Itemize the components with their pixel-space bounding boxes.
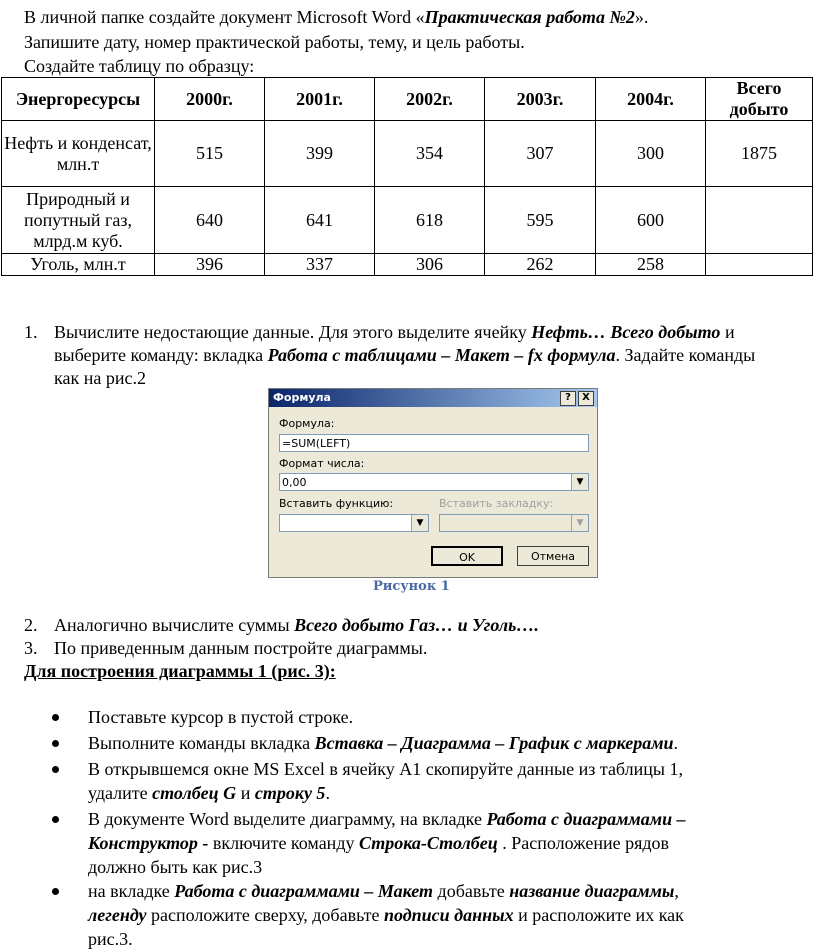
chevron-down-icon: ▼: [571, 515, 588, 531]
intro-text-end: ».: [634, 7, 649, 27]
step-number: 2.: [24, 615, 38, 635]
table-cell: 307: [485, 121, 596, 187]
intro-text: В личной папке создайте документ Microsoft Word «: [24, 7, 425, 27]
table-cell: [706, 254, 813, 276]
emphasis: Работа с диаграммами –: [486, 809, 686, 829]
chevron-down-icon[interactable]: ▼: [411, 515, 428, 531]
step-text: Аналогично вычислите суммы Всего добыто Газ… и Уголь….: [54, 615, 539, 635]
table-cell: 640: [155, 187, 265, 254]
table-header-row: [2, 78, 813, 121]
header-cell: Энергоресурсы: [2, 78, 155, 121]
table-cell: 306: [375, 254, 485, 276]
close-button[interactable]: X: [578, 391, 594, 406]
cancel-button[interactable]: Отмена: [517, 546, 589, 566]
emphasis: строку 5: [254, 783, 326, 803]
table-row: [2, 254, 813, 276]
bullet-icon: [52, 766, 59, 773]
table-cell: [706, 187, 813, 254]
table-cell: Нефть и конденсат, млн.т: [2, 121, 155, 187]
insert-function-label: Вставить функцию:: [279, 497, 394, 510]
table-cell: 354: [375, 121, 485, 187]
formula-dialog: [268, 388, 598, 578]
table-cell: 641: [265, 187, 375, 254]
table-cell: 399: [265, 121, 375, 187]
table-cell: 595: [485, 187, 596, 254]
step-number: 1.: [24, 322, 38, 342]
bullet-icon: [52, 714, 59, 721]
insert-bookmark-label: Вставить закладку:: [439, 497, 554, 510]
header-cell: 2003г.: [485, 78, 596, 121]
document-title: Практическая работа №2: [424, 7, 635, 27]
table-cell: Природный и попутный газ, млрд.м куб.: [2, 187, 155, 254]
table-cell: 618: [375, 187, 485, 254]
table-cell: 262: [485, 254, 596, 276]
table-cell: Уголь, млн.т: [2, 254, 155, 276]
energy-table: [1, 77, 813, 276]
formula-input[interactable]: =SUM(LEFT): [279, 434, 589, 452]
step-number: 3.: [24, 638, 38, 658]
table-cell: 396: [155, 254, 265, 276]
emphasis: столбец G: [152, 783, 237, 803]
table-cell: 337: [265, 254, 375, 276]
emphasis: Нефть… Всего добыто: [531, 322, 721, 342]
table-row: [2, 187, 813, 254]
emphasis: Вставка – Диаграмма – График с маркерами: [314, 733, 674, 753]
intro-line-3: Создайте таблицу по образцу:: [24, 56, 255, 76]
dialog-titlebar: [269, 389, 597, 407]
insert-bookmark-select: [439, 514, 589, 532]
ok-button[interactable]: OK: [431, 546, 503, 566]
intro-line-1: [24, 6, 648, 28]
step-text: Вычислите недостающие данные. Для этого выделите ячейку Нефть… Всего добыто и выберите команду: вкладка Работа с таблицами – Макет – fx формула. Задайте команды как на рис.2: [54, 322, 756, 388]
header-cell: 2002г.: [375, 78, 485, 121]
formula-label: Формула:: [279, 417, 335, 430]
emphasis: Строка-Столбец: [358, 833, 498, 853]
step-text: По приведенным данным постройте диаграммы.: [54, 638, 428, 658]
diagram-heading: Для построения диаграммы 1 (рис. 3):: [24, 661, 336, 681]
header-cell: 2000г.: [155, 78, 265, 121]
insert-function-select[interactable]: [279, 514, 429, 532]
emphasis: легенду: [88, 905, 147, 925]
emphasis: название диаграммы: [509, 881, 675, 901]
table-cell: 515: [155, 121, 265, 187]
bullet-icon: [52, 888, 59, 895]
header-cell: 2004г.: [596, 78, 706, 121]
table-row: [2, 121, 813, 187]
header-cell: 2001г.: [265, 78, 375, 121]
figure-caption: Рисунок 1: [373, 579, 450, 594]
number-format-label: Формат числа:: [279, 457, 365, 470]
dialog-title: Формула: [273, 391, 331, 404]
table-cell: 1875: [706, 121, 813, 187]
emphasis: Работа с диаграммами – Макет: [174, 881, 434, 901]
bullet-icon: [52, 740, 59, 747]
number-format-select[interactable]: [279, 473, 589, 491]
help-button[interactable]: ?: [560, 391, 576, 406]
bullet-icon: [52, 816, 59, 823]
intro-line-2: Запишите дату, номер практической работы, тему, и цель работы.: [24, 32, 525, 52]
chevron-down-icon[interactable]: ▼: [571, 474, 588, 490]
table-cell: 258: [596, 254, 706, 276]
emphasis: Работа с таблицами – Макет – fx формула: [267, 345, 616, 365]
table-cell: 600: [596, 187, 706, 254]
emphasis: Всего добыто Газ… и Уголь….: [294, 615, 539, 635]
number-format-value: 0,00: [282, 476, 307, 489]
table-cell: 300: [596, 121, 706, 187]
emphasis: Конструктор -: [88, 833, 209, 853]
header-cell: Всего добыто: [706, 78, 813, 121]
emphasis: подписи данных: [383, 905, 514, 925]
